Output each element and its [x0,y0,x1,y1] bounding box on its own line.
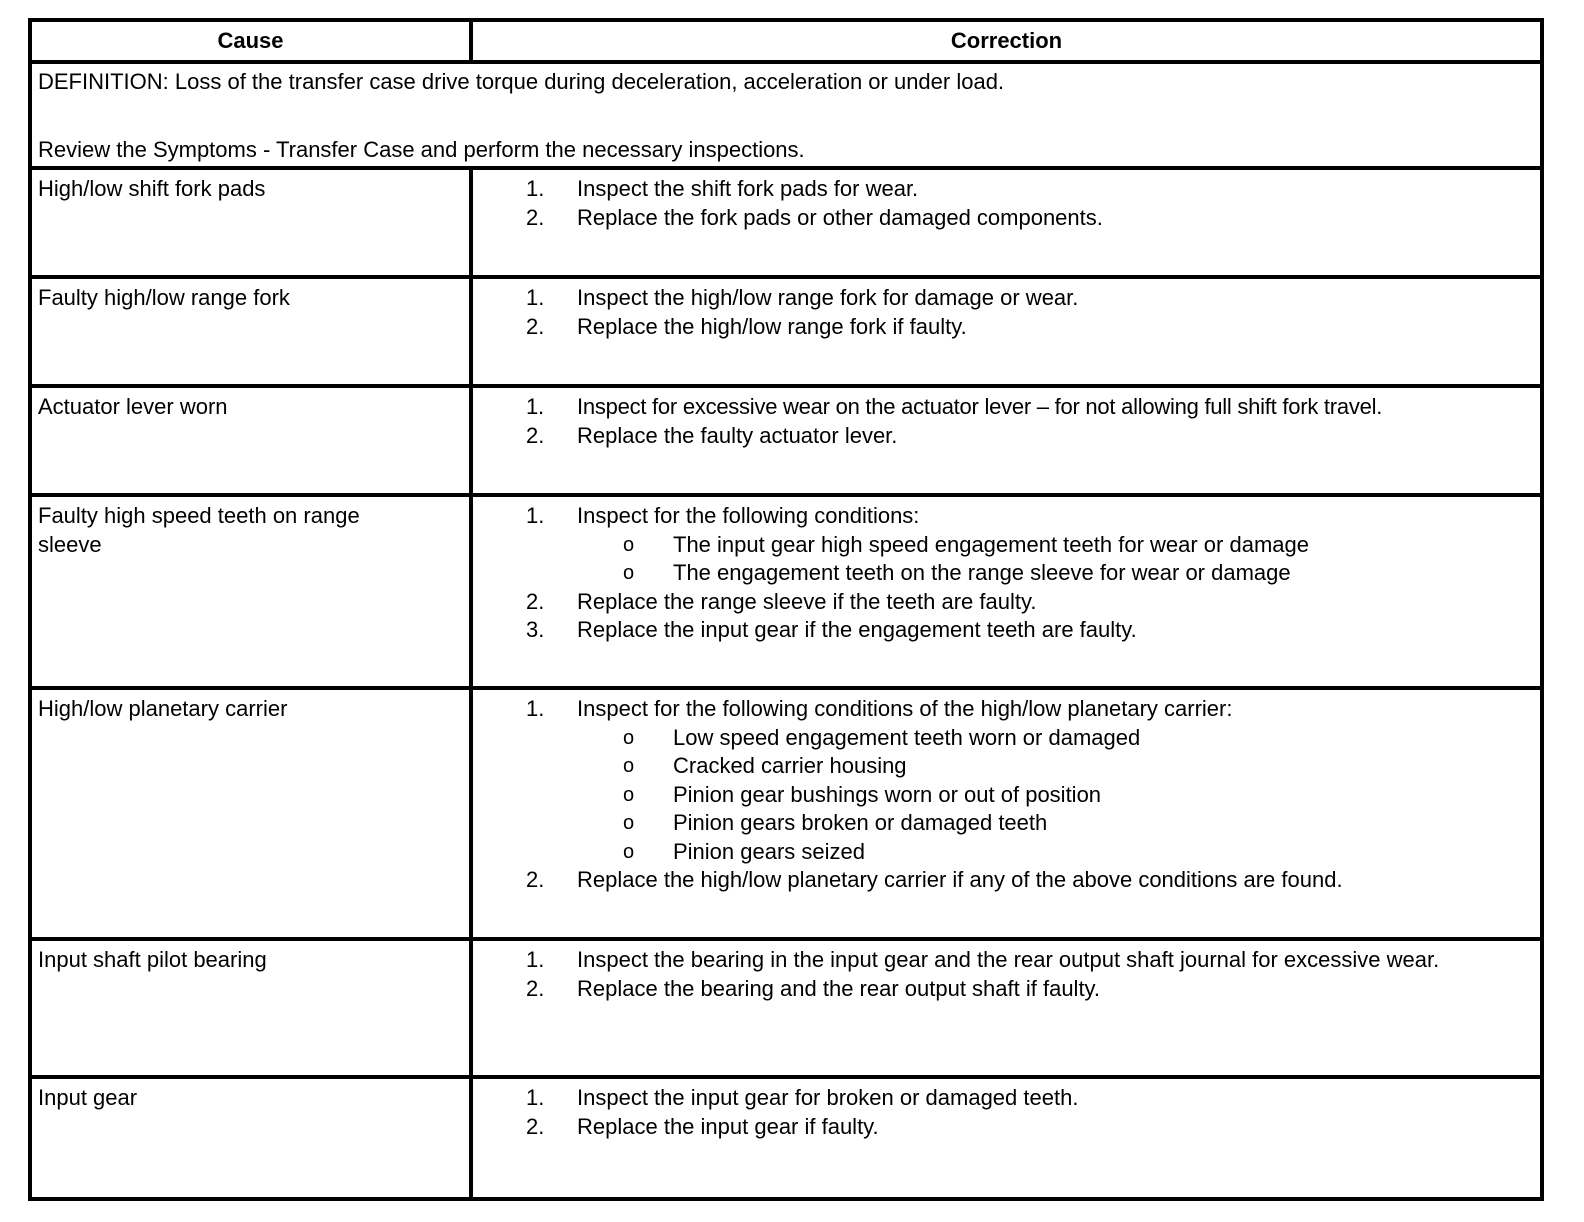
bullet-circle-icon: o [623,783,635,806]
table-row [30,495,1542,688]
sub-item [473,781,1540,810]
definition-row [30,62,1542,168]
sub-conditions [473,531,1540,588]
correction-steps [473,502,1540,645]
step-number: 1. [526,696,545,721]
step-text: Inspect for the following conditions of the high/low planetary carrier: [577,696,1233,721]
definition-text: DEFINITION: Loss of the transfer case drive torque during deceleration, acceleration or under load. [38,69,1005,94]
step-text: Inspect the high/low range fork for damage or wear. [577,285,1079,310]
sub-text: The input gear high speed engagement teeth for wear or damage [673,531,1309,557]
bullet-circle-icon: o [623,812,635,834]
correction-steps [473,393,1540,450]
step-item [473,502,1540,588]
step-item [473,1113,1540,1142]
cause-cell: Input shaft pilot bearing [30,939,471,1077]
step-number: 2. [526,204,545,230]
cause-cell: High/low planetary carrier [30,688,471,939]
step-text: Inspect for excessive wear on the actuator lever – for not allowing full shift fork travel. [577,394,1383,419]
correction-cell [471,277,1542,386]
step-text: Inspect the shift fork pads for wear. [577,176,919,201]
step-item [473,204,1540,233]
bullet-circle-icon: o [623,533,635,556]
step-text: Replace the high/low planetary carrier if any of the above conditions are found. [577,867,1343,892]
correction-steps [473,284,1540,341]
correction-steps [473,946,1540,1003]
sub-text: Pinion gear bushings worn or out of position [673,781,1102,807]
sub-item [473,752,1540,781]
cause-cell: Faulty high/low range fork [30,277,471,386]
sub-item [473,531,1540,560]
table-row [30,386,1542,495]
step-text: Replace the faulty actuator lever. [577,422,898,448]
correction-cell [471,939,1542,1077]
step-text: Replace the high/low range fork if faulty. [577,313,967,339]
step-item [473,313,1540,342]
review-symptoms-text: Review the Symptoms - Transfer Case and perform the necessary inspections. [38,136,805,162]
sub-conditions [473,724,1540,867]
correction-steps [473,175,1540,232]
sub-item [473,809,1540,838]
step-text: Replace the range sleeve if the teeth are faulty. [577,588,1037,614]
sub-item [473,724,1540,753]
sub-text: The engagement teeth on the range sleeve for wear or damage [673,560,1291,585]
step-number: 2. [526,867,545,892]
step-number: 2. [526,422,545,448]
step-number: 2. [526,1113,545,1139]
table-row [30,168,1542,277]
sub-text: Cracked carrier housing [673,753,907,778]
bullet-circle-icon: o [623,755,635,777]
step-text: Replace the input gear if faulty. [577,1113,879,1139]
bullet-circle-icon: o [623,562,635,584]
step-number: 1. [526,176,545,201]
correction-steps [473,1084,1540,1141]
step-text: Replace the fork pads or other damaged components. [577,204,1103,230]
step-item [473,946,1540,975]
step-text: Inspect for the following conditions: [577,503,920,528]
correction-cell [471,495,1542,688]
step-number: 2. [526,588,545,614]
diagnostic-table [28,18,1544,1201]
header-row [30,20,1542,62]
step-item [473,284,1540,313]
cause-cell [30,495,471,688]
step-text: Replace the input gear if the engagement teeth are faulty. [577,617,1137,642]
step-text: Replace the bearing and the rear output shaft if faulty. [577,975,1101,1001]
step-text: Inspect the input gear for broken or damaged teeth. [577,1085,1079,1110]
step-item [473,1084,1540,1113]
step-item [473,422,1540,451]
cause-cell: Actuator lever worn [30,386,471,495]
step-number: 1. [526,1085,545,1110]
cause-cell: Input gear [30,1077,471,1199]
sub-text: Low speed engagement teeth worn or damaged [673,724,1141,750]
step-number: 1. [526,503,545,528]
step-number: 1. [526,285,545,310]
table-row [30,277,1542,386]
step-number: 2. [526,313,545,339]
sub-item [473,559,1540,588]
sub-text: Pinion gears broken or damaged teeth [673,810,1048,835]
step-number: 1. [526,947,545,972]
step-item [473,588,1540,617]
step-number: 2. [526,975,545,1001]
correction-cell [471,386,1542,495]
correction-cell [471,688,1542,939]
sub-text: Pinion gears seized [673,838,866,864]
step-number: 3. [526,617,545,642]
step-item [473,975,1540,1004]
correction-cell [471,168,1542,277]
step-item [473,616,1540,645]
step-item [473,695,1540,866]
bullet-circle-icon: o [623,726,635,749]
table-row [30,939,1542,1077]
sub-item [473,838,1540,867]
header-cause: Cause [30,20,471,62]
cause-text: Faulty high speed teeth on range sleeve [38,503,360,557]
correction-cell [471,1077,1542,1199]
header-correction: Correction [471,20,1542,62]
bullet-circle-icon: o [623,840,635,863]
step-item [473,866,1540,895]
correction-steps [473,695,1540,895]
table-row [30,1077,1542,1199]
step-number: 1. [526,394,544,419]
step-item [473,175,1540,204]
step-item [473,393,1540,422]
cause-cell: High/low shift fork pads [30,168,471,277]
table-row [30,688,1542,939]
definition-cell [30,62,1542,168]
step-text: Inspect the bearing in the input gear and the rear output shaft journal for excessive wear. [577,947,1440,972]
